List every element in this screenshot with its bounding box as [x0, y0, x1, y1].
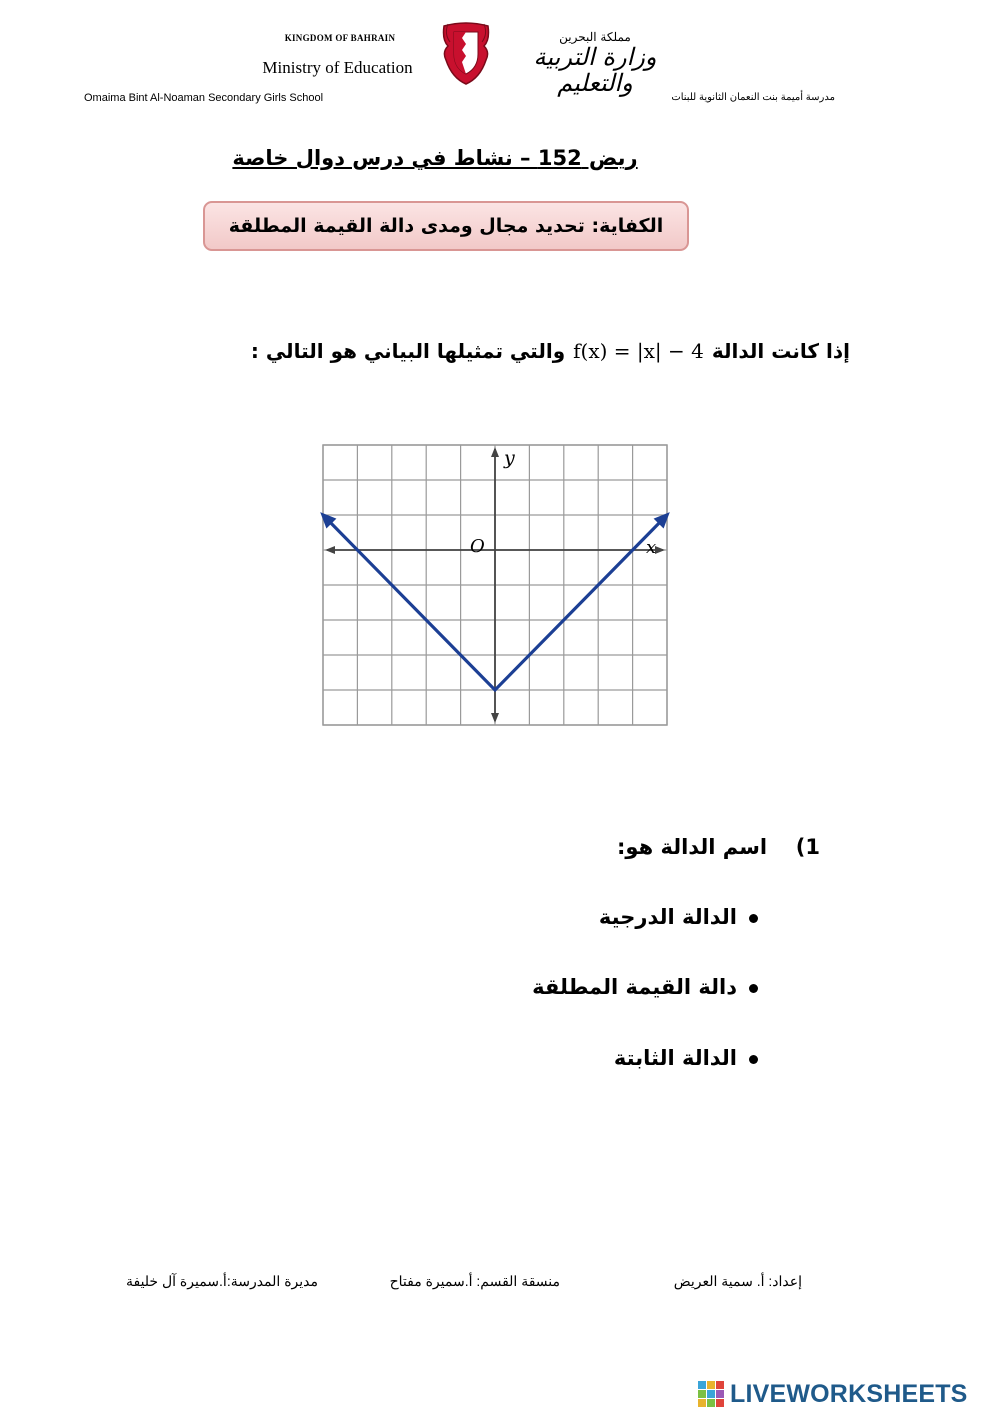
origin-label: O — [470, 536, 485, 557]
question-text: اسم الدالة هو: — [617, 835, 768, 859]
ministry-ar-block — [500, 30, 690, 97]
school-principal: مديرة المدرسة:أ.سميرة آل خليفة — [125, 1273, 318, 1289]
worksheet-title: ريض 152 – نشاط في درس دوال خاصة — [232, 146, 638, 170]
ministry-en-label: Ministry of Education — [262, 58, 413, 77]
liveworksheets-tiles-icon — [698, 1381, 724, 1407]
school-ar-label: مدرسة أميمة بنت النعمان الثانوية للبنات — [671, 92, 835, 103]
prepared-by: إعداد: أ. سمية العريض — [673, 1273, 802, 1289]
bullet-icon — [749, 1055, 758, 1064]
x-axis-label: x — [646, 537, 657, 558]
y-axis-label: y — [504, 447, 515, 469]
liveworksheets-logo[interactable] — [698, 1377, 968, 1411]
competency-text: الكفاية: تحديد مجال ومدى دالة القيمة المطلقة — [228, 215, 664, 237]
kingdom-ar-label: مملكة البحرين — [559, 30, 631, 44]
problem-statement — [150, 335, 850, 367]
brand-tile — [716, 1390, 724, 1398]
option-label: دالة القيمة المطلقة — [532, 975, 737, 999]
option-step-function[interactable] — [400, 905, 758, 929]
brand-tile — [716, 1399, 724, 1407]
option-absolute-value-function[interactable] — [400, 975, 758, 999]
brand-tile — [707, 1390, 715, 1398]
competency-box — [203, 201, 689, 251]
option-label: الدالة الثابتة — [613, 1046, 737, 1070]
option-constant-function[interactable] — [400, 1046, 758, 1070]
brand-tile — [698, 1399, 706, 1407]
function-graph — [320, 440, 670, 730]
brand-tile — [707, 1399, 715, 1407]
question-number: 1) — [795, 835, 820, 859]
problem-outro: والتي تمثيلها البياني هو التالي : — [250, 339, 566, 363]
brand-tile — [716, 1381, 724, 1389]
bahrain-emblem-icon — [440, 20, 492, 86]
brand-tile — [698, 1381, 706, 1389]
bullet-icon — [749, 914, 758, 923]
option-label: الدالة الدرجية — [598, 905, 737, 929]
ministry-ar-label: وزارة التربية والتعليم — [533, 43, 657, 98]
brand-tile — [707, 1381, 715, 1389]
school-en-label: Omaima Bint Al-Noaman Secondary Girls School — [84, 92, 324, 104]
bullet-icon — [749, 984, 758, 993]
liveworksheets-brand: LIVEWORKSHEETS — [730, 1379, 968, 1408]
problem-intro: إذا كانت الدالة — [711, 339, 850, 363]
department-coordinator: منسقة القسم: أ.سميرة مفتاح — [389, 1273, 560, 1289]
problem-formula: f(x) = |x| − 4 — [573, 339, 704, 363]
kingdom-en-label: KINGDOM OF BAHRAIN — [284, 33, 396, 43]
question-1 — [400, 835, 820, 859]
brand-tile — [698, 1390, 706, 1398]
